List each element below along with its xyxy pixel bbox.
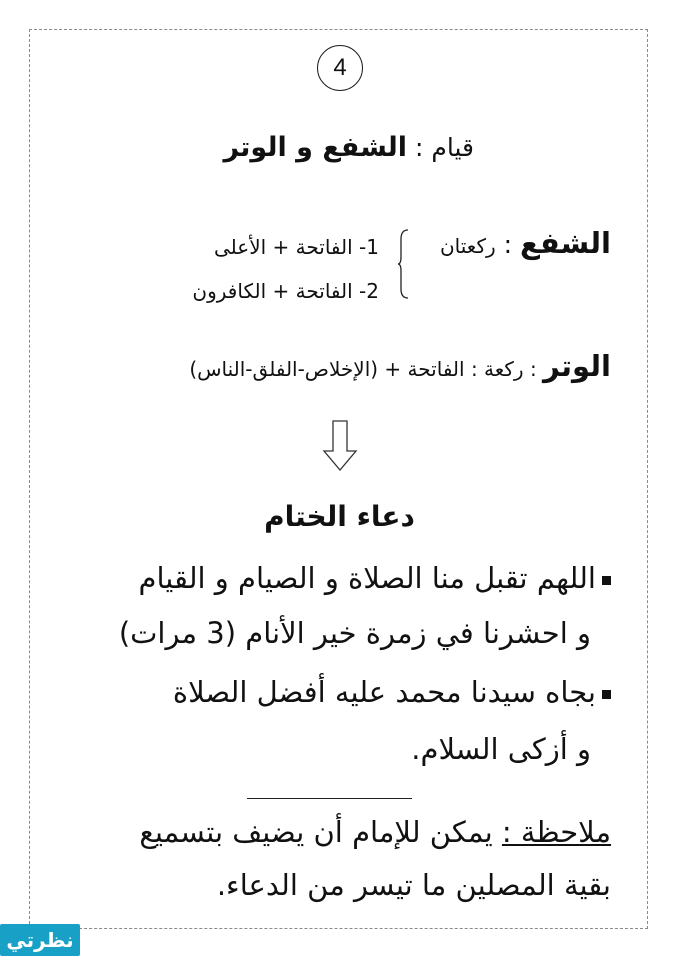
shafa-sep: :	[495, 230, 520, 259]
dua-item-2-line-1	[173, 675, 611, 709]
note-line-2: بقية المصلين ما تيسر من الدعاء.	[216, 868, 611, 902]
dua-item-1-line-2: و احشرنا في زمرة خير الأنام (3 مرات)	[118, 616, 591, 650]
dua-item-2-line-2: و أزكى السلام.	[411, 732, 591, 766]
dua-item-2-text: بجاه سيدنا محمد عليه أفضل الصلاة	[172, 675, 596, 709]
shafa-label: الشفع	[519, 226, 611, 260]
down-arrow-outline-icon	[322, 420, 358, 472]
divider-line	[247, 798, 412, 799]
note-label: ملاحظة :	[501, 815, 611, 849]
witr-text: : ركعة : الفاتحة + (الإخلاص-الفلق-الناس)	[189, 357, 544, 381]
dua-title: دعاء الختام	[264, 500, 415, 533]
shafa-heading	[440, 226, 611, 260]
dua-item-1-text: اللهم تقبل منا الصلاة و الصيام و القيام	[138, 561, 596, 595]
shafa-rakaat: ركعتان	[439, 234, 496, 258]
note-line-1	[139, 815, 611, 849]
page-frame	[29, 29, 648, 929]
witr-line	[189, 349, 611, 383]
curly-brace-icon	[398, 229, 410, 299]
square-bullet-icon	[602, 690, 611, 699]
site-logo: نظرتي	[0, 924, 80, 956]
title-prefix: قيام :	[407, 133, 474, 162]
shafa-line-1: 1- الفاتحة + الأعلى	[213, 235, 379, 259]
page-title	[223, 132, 474, 163]
dua-item-1-line-1	[138, 561, 611, 595]
witr-label: الوتر	[543, 349, 611, 383]
note-text-1: يمكن للإمام أن يضيف بتسميع	[139, 815, 502, 849]
title-main: الشفع و الوتر	[223, 132, 408, 163]
shafa-line-2: 2- الفاتحة + الكافرون	[192, 279, 379, 303]
square-bullet-icon	[602, 576, 611, 585]
page-number: 4	[317, 45, 363, 91]
